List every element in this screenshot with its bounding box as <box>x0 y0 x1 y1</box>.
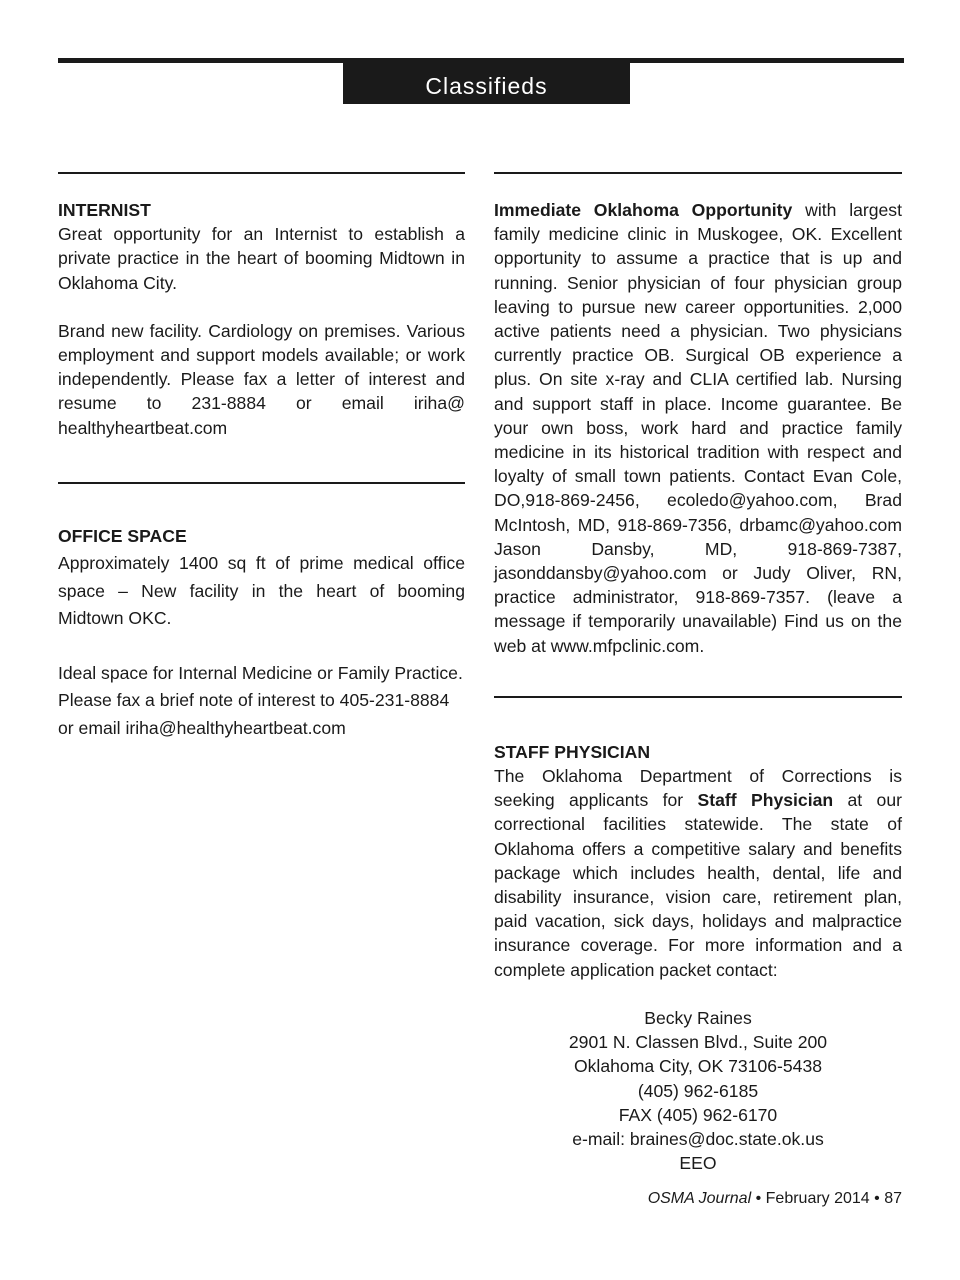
internist-ad <box>58 198 465 440</box>
ad-lead: Immediate Oklahoma Opportunity <box>494 200 793 220</box>
ad-bold-title: Staff Physician <box>697 790 834 811</box>
section-title: Classifieds <box>425 73 548 99</box>
ad-paragraph: Approximately 1400 sq ft of prime medical office space – New facility in the heart of booming Midtown OKC. <box>58 553 465 629</box>
ad-heading: OFFICE SPACE <box>58 525 187 546</box>
left-column <box>58 172 465 742</box>
contact-block <box>494 1006 902 1175</box>
ad-body: The Oklahoma Department of Corrections is seeking applicants for <box>494 766 902 811</box>
ad-paragraph <box>494 764 902 982</box>
contact-eeo: EEO <box>679 1153 717 1174</box>
page-footer <box>648 1190 902 1208</box>
office-space-ad <box>58 524 465 742</box>
ad-body: with largest family medicine clinic in Muskogee, OK. Excellent opportunity to assume a practice that is up and running. Senior physician of four physician group leaving to pursue new career opportunities. 2,000 active patients need a physician. Two physicians currently practice OB. Surgical OB experience a plus. On site x-ray and CLIA certified lab. Nursing and support staff in place. Income guarantee. Be your own boss, work hard and practice family medicine in its historical tradition with respect and loyalty of small town patients. Contact Evan Cole, DO,918-869-2456, ecoledo@yahoo.com, Brad McIntosh, MD, 918-869-7356, drbamc@yahoo.com Jason Dansby, MD, 918-869-7387, jasonddansby@yahoo.com or Judy Oliver, RN, practice administrator, 918-869-7357. (leave a message if temporarily unavailable) Find us on the web at www.mfpclinic.com. <box>494 200 902 656</box>
contact-address-1: 2901 N. Classen Blvd., Suite 200 <box>568 1032 828 1053</box>
ad-paragraph: Great opportunity for an Internist to establish a private practice in the heart of booming Midtown in Oklahoma City. <box>58 224 465 293</box>
issue-date: February 2014 <box>765 1190 870 1207</box>
contact-address-2: Oklahoma City, OK 73106-5438 <box>573 1056 823 1077</box>
page-number: 87 <box>884 1190 902 1207</box>
oklahoma-opportunity-ad <box>494 198 902 658</box>
footer-separator: • <box>869 1190 885 1207</box>
ad-heading: INTERNIST <box>58 200 151 220</box>
contact-email: e-mail: braines@doc.state.ok.us <box>572 1128 824 1149</box>
journal-name: OSMA Journal <box>647 1190 752 1207</box>
contact-phone: (405) 962-6185 <box>637 1080 759 1101</box>
contact-fax: FAX (405) 962-6170 <box>618 1104 778 1125</box>
footer-separator: • <box>751 1190 766 1207</box>
right-column <box>494 172 902 1175</box>
ad-paragraph: Ideal space for Internal Medicine or Family Practice. Please fax a brief note of interest to 405-231-8884 or email iriha@healthyheartbeat.com <box>58 662 463 738</box>
ad-paragraph <box>494 198 902 658</box>
ad-paragraph: Brand new facility. Cardiology on premises. Various employment and support models available; or work independently. Please fax a letter of interest and resume to 231-8884 or email iriha@ healthyheartbeat.com <box>58 320 465 438</box>
staff-physician-ad <box>494 740 902 1175</box>
ad-body: at our correctional facilities statewide. The state of Oklahoma offers a competitive salary and benefits package which includes health, dental, life and disability insurance, vision care, retirement plan, paid vacation, sick days, holidays and malpractice insurance coverage. For more information and a complete application packet contact: <box>494 790 902 980</box>
ad-heading: STAFF PHYSICIAN <box>494 741 651 762</box>
section-banner <box>343 63 630 104</box>
contact-name: Becky Raines <box>644 1007 752 1028</box>
